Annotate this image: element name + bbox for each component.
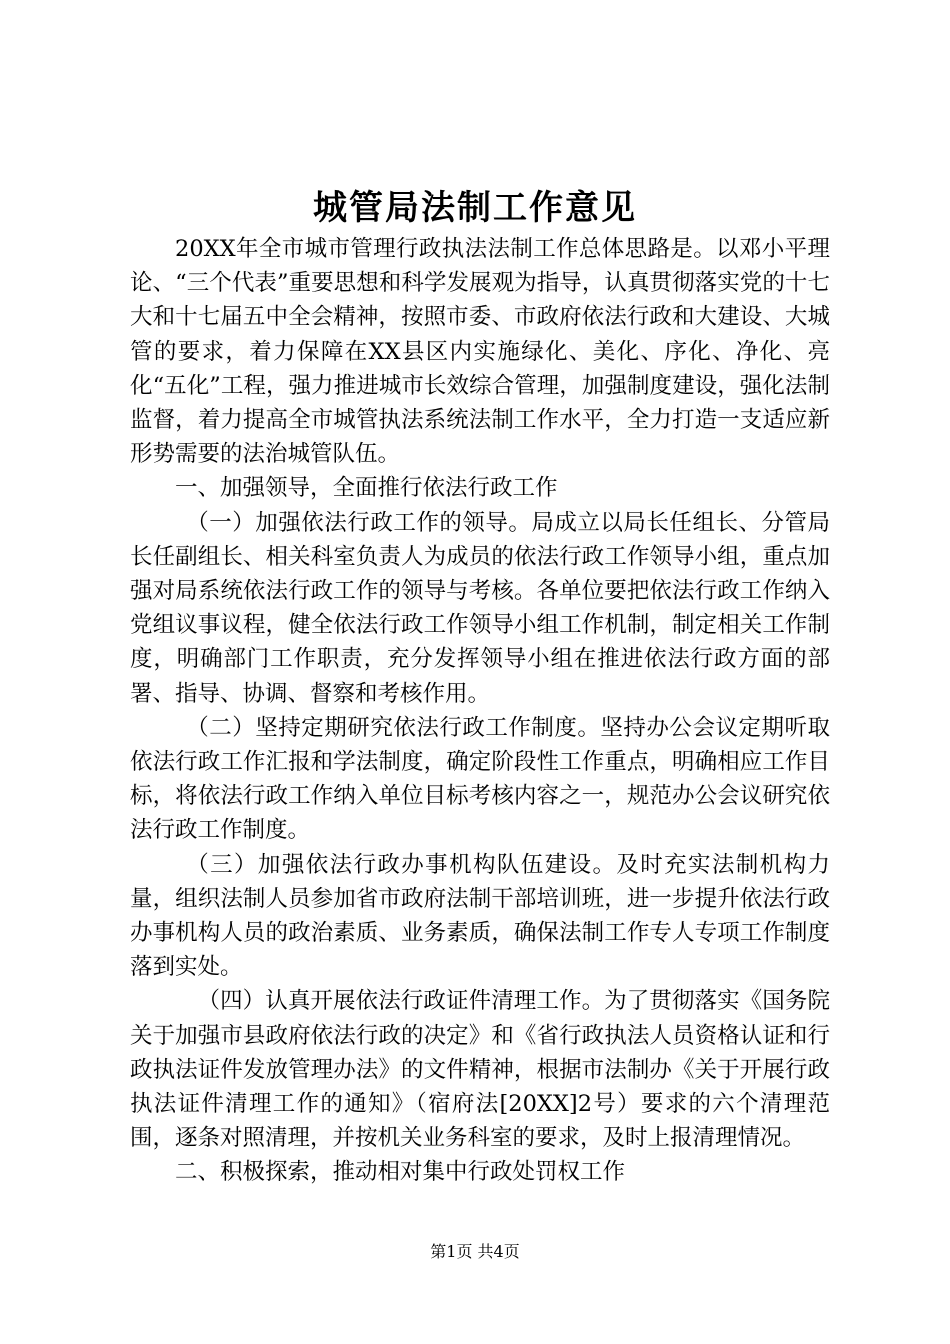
document-title: 城管局法制工作意见 <box>313 188 637 228</box>
intro-paragraph: 20XX年全市城市管理行政执法法制工作总体思路是。以邓小平理论、“三个代表”重要思想和科学发展观为指导，认真贯彻落实党的十七大和十七届五中全会精神，按照市委、市政府依法行政和大建设、大城管的要求，着力保障在XX县区内实施绿化、美化、序化、净化、亮化“五化”工程，强力推进城市长效综合管理，加强制度建设，强化法制监督，着力提高全市城管执法系统法制工作水平，全力打造一支适应新形势需要的法治城管队伍。 <box>130 236 830 468</box>
section-heading-1: 一、加强领导，全面推行依法行政工作 <box>175 475 558 502</box>
subsection-paragraph-2: （二）坚持定期研究依法行政工作制度。坚持办公会议定期听取依法行政工作汇报和学法制度，确定阶段性工作重点，明确相应工作目标，将依法行政工作纳入单位目标考核内容之一，规范办公会议研究依法行政工作制度。 <box>130 714 830 844</box>
section-heading-2: 二、积极探索，推动相对集中行政处罚权工作 <box>175 1159 626 1186</box>
subsection-paragraph-3: （三）加强依法行政办事机构队伍建设。及时充实法制机构力量，组织法制人员参加省市政府法制干部培训班，进一步提升依法行政办事机构人员的政治素质、业务素质，确保法制工作专人专项工作制度落到实处。 <box>130 851 830 981</box>
subsection-paragraph-1: （一）加强依法行政工作的领导。局成立以局长任组长、分管局长任副组长、相关科室负责人为成员的依法行政工作领导小组，重点加强对局系统依法行政工作的领导与考核。各单位要把依法行政工作纳入党组议事议程，健全依法行政工作领导小组工作机制，制定相关工作制度，明确部门工作职责，充分发挥领导小组在推进依法行政方面的部署、指导、协调、督察和考核作用。 <box>130 509 830 707</box>
page-footer: 第1页 共4页 <box>430 1242 520 1261</box>
subsection-paragraph-4: （四）认真开展依法行政证件清理工作。为了贯彻落实《国务院关于加强市县政府依法行政的决定》和《省行政执法人员资格认证和行政执法证件发放管理办法》的文件精神，根据市法制办《关于开展行政执法证件清理工作的通知》（宿府法[20XX]2号）要求的六个清理范围，逐条对照清理，并按机关业务科室的要求，及时上报清理情况。 <box>130 988 830 1152</box>
document-body <box>130 232 830 1190</box>
